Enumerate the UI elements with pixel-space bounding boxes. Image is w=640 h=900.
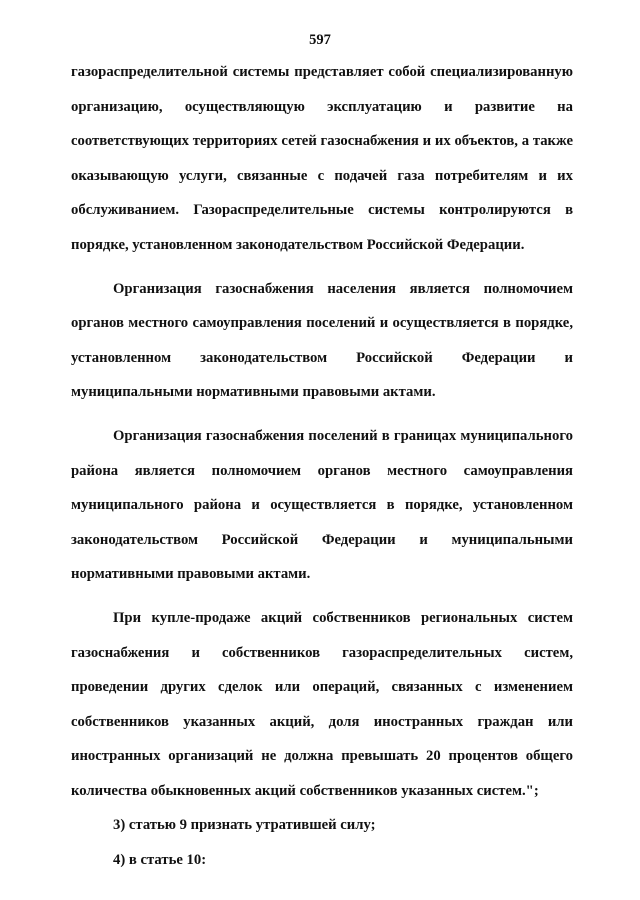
- document-body: [71, 55, 573, 878]
- paragraph-district-gas-supply: Организация газоснабжения поселений в границах муниципального района является полномочием органов местного самоуправления муниципального района и осуществляется в порядке, установленном законодательством Российской Федерации и муниципальными нормативными правовыми актами.: [71, 427, 573, 583]
- paragraph-continuation: газораспределительной системы представляет собой специализированную организацию, осуществляющую эксплуатацию и развитие на соответствующих территориях сетей газоснабжения и их объектов, а также оказывающую услуги, связанные с подачей газа потребителям и их обслуживанием. Газораспределительные системы контролируются в порядке, установленном законодательством Российской Федерации.: [71, 64, 573, 253]
- list-item-article-10: 4) в статье 10:: [113, 852, 207, 869]
- paragraph-settlements-gas-supply: Организация газоснабжения населения является полномочием органов местного самоуправления поселений и осуществляется в порядке, установленном законодательством Российской Федерации и муниципальными нормативными правовыми актами.: [71, 280, 573, 401]
- page-number: 597: [309, 32, 331, 48]
- paragraph-share-purchase: При купле-продаже акций собственников региональных систем газоснабжения и собственников газораспределительных систем, проведении других сделок или операций, связанных с изменением собственников указанных акций, доля иностранных граждан или иностранных организаций не должна превышать 20 процентов общего количества обыкновенных акций собственников указанных систем.";: [71, 609, 573, 799]
- list-item-article-9: 3) статью 9 признать утратившей силу;: [113, 817, 376, 834]
